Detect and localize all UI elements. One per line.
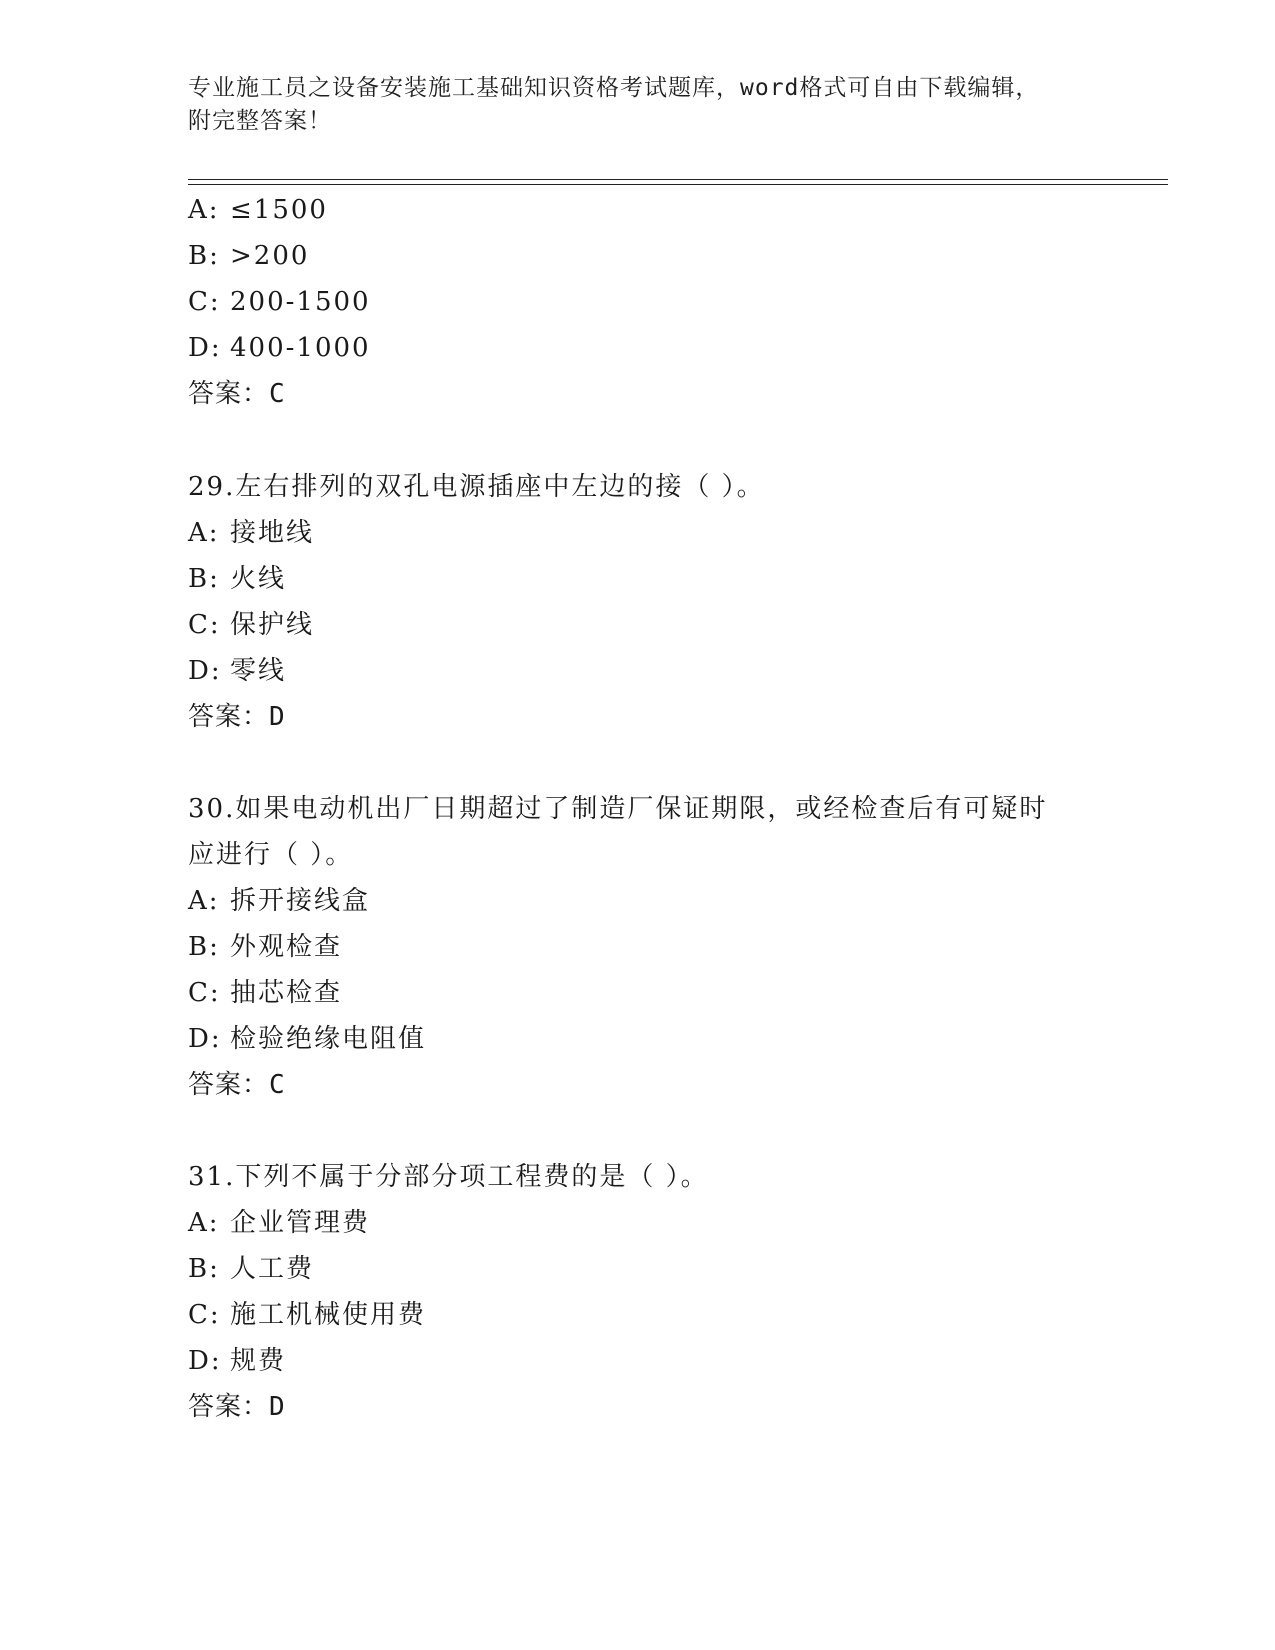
q28-option-a	[188, 193, 328, 227]
option-text: 检验绝缘电阻值	[230, 1024, 427, 1054]
q29-option-c	[188, 608, 314, 642]
option-text: 企业管理费	[230, 1208, 371, 1238]
document-header	[188, 72, 1088, 138]
option-label: A:	[188, 195, 220, 225]
q29-option-d	[188, 654, 286, 688]
q30-option-c	[188, 976, 342, 1010]
option-label: A:	[188, 518, 220, 548]
option-label: D:	[188, 656, 222, 686]
option-text: 人工费	[230, 1254, 315, 1284]
q31-answer: 答案：D	[188, 1392, 286, 1422]
q28-option-d	[188, 331, 371, 365]
header-line-2: 附完整答案！	[188, 108, 332, 134]
q31-option-b	[188, 1252, 314, 1286]
option-text: 拆开接线盒	[230, 886, 371, 916]
q30-question-line-2: 应进行（ ）。	[188, 840, 354, 870]
option-label: C:	[188, 978, 221, 1008]
q29-option-a	[188, 516, 314, 550]
q29-option-b	[188, 562, 286, 596]
q30-option-d	[188, 1022, 426, 1056]
q28-option-b	[188, 239, 309, 273]
q29-question: 29.左右排列的双孔电源插座中左边的接（ ）。	[188, 472, 765, 502]
option-label: B:	[188, 241, 220, 271]
option-text: >200	[230, 241, 310, 271]
option-text: 接地线	[230, 518, 315, 548]
option-text: 火线	[230, 564, 287, 594]
header-divider-top	[188, 179, 1168, 180]
option-label: A:	[188, 886, 220, 916]
option-label: A:	[188, 1208, 220, 1238]
option-text: 保护线	[230, 610, 315, 640]
q31-option-a	[188, 1206, 370, 1240]
option-text: 400-1000	[230, 333, 371, 363]
header-line-1: 专业施工员之设备安装施工基础知识资格考试题库，word格式可自由下载编辑，	[188, 75, 1040, 101]
option-text: 200-1500	[230, 287, 371, 317]
q31-option-c	[188, 1298, 426, 1332]
option-label: D:	[188, 1024, 222, 1054]
option-label: B:	[188, 564, 220, 594]
option-text: ≤1500	[230, 195, 328, 225]
q31-question: 31.下列不属于分部分项工程费的是（ ）。	[188, 1162, 709, 1192]
option-text: 规费	[230, 1346, 287, 1376]
option-label: C:	[188, 287, 221, 317]
option-label: D:	[188, 333, 222, 363]
option-label: C:	[188, 1300, 221, 1330]
option-text: 外观检查	[230, 932, 343, 962]
q30-option-b	[188, 930, 342, 964]
header-divider-bottom	[188, 184, 1168, 185]
option-text: 施工机械使用费	[230, 1300, 427, 1330]
q28-answer: 答案：C	[188, 379, 286, 409]
option-label: C:	[188, 610, 221, 640]
option-text: 零线	[230, 656, 287, 686]
q30-question-line-1: 30.如果电动机出厂日期超过了制造厂保证期限，或经检查后有可疑时	[188, 794, 1048, 824]
option-text: 抽芯检查	[230, 978, 343, 1008]
q29-answer: 答案：D	[188, 702, 286, 732]
q30-answer: 答案：C	[188, 1070, 286, 1100]
q28-option-c	[188, 285, 371, 319]
option-label: B:	[188, 932, 220, 962]
option-label: B:	[188, 1254, 220, 1284]
q31-option-d	[188, 1344, 286, 1378]
option-label: D:	[188, 1346, 222, 1376]
q30-option-a	[188, 884, 370, 918]
